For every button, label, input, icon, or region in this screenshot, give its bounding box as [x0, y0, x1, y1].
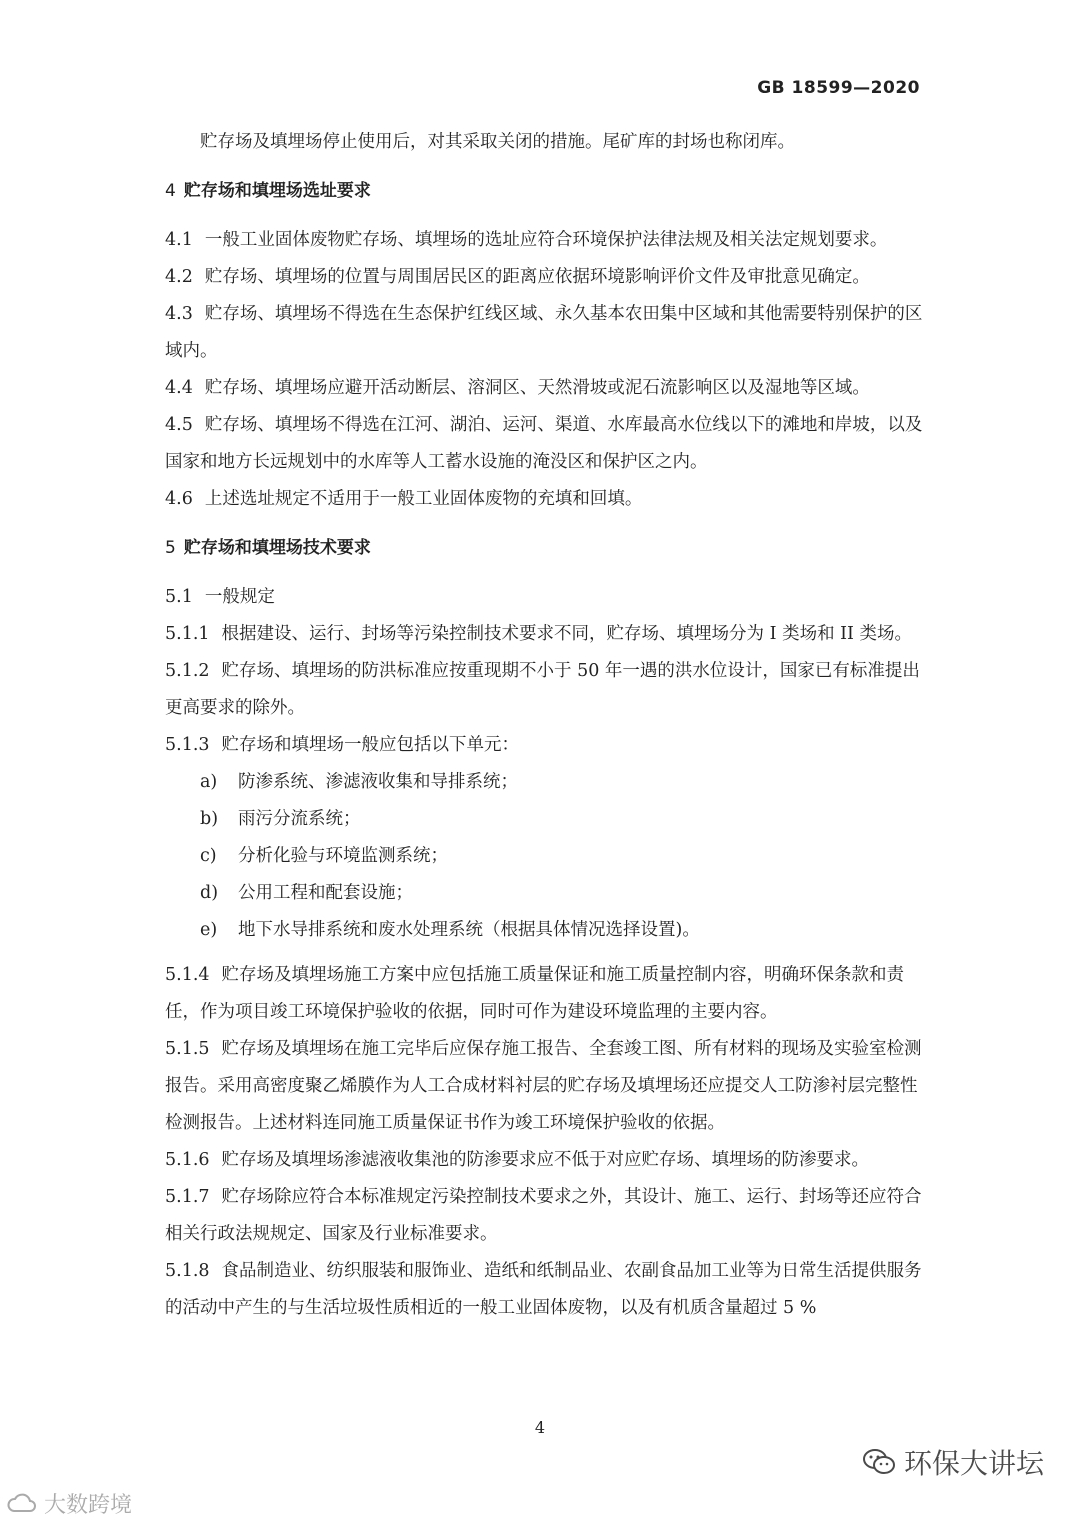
section-title: 贮存场和填埋场技术要求 — [183, 538, 371, 558]
clause-5-1-7: 5.1.7 贮存场除应符合本标准规定污染控制技术要求之外，其设计、施工、运行、封场等还应符合相关行政法规规定、国家及行业标准要求。 — [165, 1187, 922, 1244]
watermark-text: 环保大讲坛 — [903, 1447, 1044, 1480]
clause-4-5: 4.5 贮存场、填埋场不得选在江河、湖泊、运河、渠道、水库最高水位线以下的滩地和岸坡，以及国家和地方长远规划中的水库等人工蓄水设施的淹没区和保护区之内。 — [165, 415, 923, 472]
clause-5-1-5: 5.1.5 贮存场及填埋场在施工完毕后应保存施工报告、全套竣工图、所有材料的现场及实验室检测报告。采用高密度聚乙烯膜作为人工合成材料衬层的贮存场及填埋场还应提交人工防渗衬层完整性检测报告。上述材料连同施工质量保证书作为竣工环境保护验收的依据。 — [165, 1039, 922, 1133]
clause-4-2: 4.2 贮存场、填埋场的位置与周围居民区的距离应依据环境影响评价文件及审批意见确定。 — [165, 267, 870, 287]
clause-4-4: 4.4 贮存场、填埋场应避开活动断层、溶洞区、天然滑坡或泥石流影响区以及湿地等区域。 — [165, 378, 870, 398]
list-item: b) 雨污分流系统； — [200, 809, 361, 829]
standard-code: GB 18599—2020 — [757, 78, 920, 98]
clause-5-1-6: 5.1.6 贮存场及填埋场渗滤液收集池的防渗要求应不低于对应贮存场、填埋场的防渗要求。 — [165, 1150, 870, 1170]
wechat-icon — [862, 1447, 896, 1477]
list-item: a) 防渗系统、渗滤液收集和导排系统； — [200, 772, 518, 792]
section-number: 4 — [165, 181, 176, 201]
section-5-heading — [165, 530, 925, 567]
clause-4-3: 4.3 贮存场、填埋场不得选在生态保护红线区域、永久基本农田集中区域和其他需要特别保护的区域内。 — [165, 304, 923, 361]
cloud-icon — [6, 1493, 38, 1515]
clause-4-1: 4.1 一般工业固体废物贮存场、填埋场的选址应符合环境保护法律法规及相关法定规划要求。 — [165, 230, 888, 250]
cross-border-watermark — [6, 1488, 132, 1519]
page-number: 4 — [534, 1418, 546, 1437]
list-item: e) 地下水导排系统和废水处理系统（根据具体情况选择设置)。 — [200, 920, 700, 940]
clause-5-1-4: 5.1.4 贮存场及填埋场施工方案中应包括施工质量保证和施工质量控制内容，明确环保条款和责任，作为项目竣工环境保护验收的依据，同时可作为建设环境监理的主要内容。 — [165, 965, 905, 1022]
clause-4-6: 4.6 上述选址规定不适用于一般工业固体废物的充填和回填。 — [165, 489, 643, 509]
watermark-text: 大数跨境 — [44, 1493, 133, 1518]
section-number: 5 — [165, 538, 176, 558]
closure-paragraph: 贮存场及填埋场停止使用后，对其采取关闭的措施。尾矿库的封场也称闭库。 — [200, 132, 795, 152]
section-4-heading — [165, 173, 925, 210]
clause-5-1-2: 5.1.2 贮存场、填埋场的防洪标准应按重现期不小于 50 年一遇的洪水位设计，国家已有标准提出更高要求的除外。 — [165, 661, 920, 718]
document-body — [165, 124, 925, 1327]
list-item: d) 公用工程和配套设施； — [200, 883, 413, 903]
clause-5-1: 5.1 一般规定 — [165, 587, 275, 607]
list-item: c) 分析化验与环境监测系统； — [200, 846, 448, 866]
section-title: 贮存场和填埋场选址要求 — [183, 181, 371, 201]
clause-5-1-3: 5.1.3 贮存场和填埋场一般应包括以下单元： — [165, 735, 520, 755]
clause-5-1-8: 5.1.8 食品制造业、纺织服装和服饰业、造纸和纸制品业、农副食品加工业等为日常生活提供服务的活动中产生的与生活垃圾性质相近的一般工业固体废物，以及有机质含量超过 5 % — [165, 1261, 922, 1318]
wechat-watermark — [862, 1442, 1044, 1482]
clause-5-1-1: 5.1.1 根据建设、运行、封场等污染控制技术要求不同，贮存场、填埋场分为 I 类场和 II 类场。 — [165, 624, 913, 644]
